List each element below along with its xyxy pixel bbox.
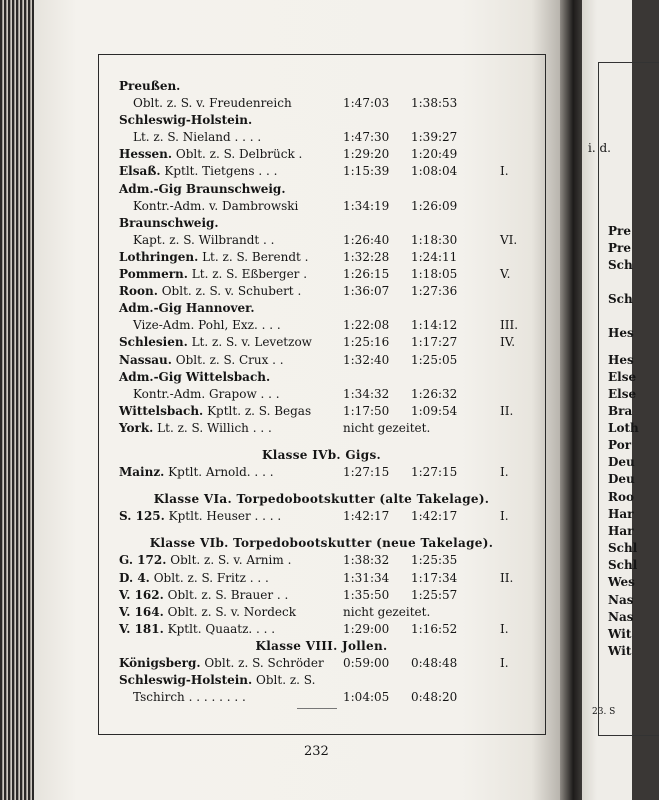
- corrected-time: 1:39:27: [411, 130, 458, 145]
- result-row: [119, 129, 524, 146]
- helmsman: Kptlt. Tietgens . . .: [164, 164, 278, 179]
- result-row: [119, 655, 524, 672]
- helmsman: Lt. z. S. Nieland . . . .: [133, 130, 262, 145]
- boat-entry: [119, 198, 298, 215]
- class-header: [119, 535, 524, 552]
- prize-rank: I.: [500, 509, 509, 524]
- elapsed-time: 1:34:19: [343, 198, 390, 213]
- result-row: [119, 369, 524, 386]
- right-page-fragment: Deu: [608, 455, 635, 469]
- corrected-time: 1:27:36: [411, 284, 458, 299]
- boat-entry: [119, 215, 219, 232]
- elapsed-time: 1:04:05: [343, 690, 390, 705]
- right-page-fragment: Schl: [608, 558, 638, 572]
- boat-entry: [119, 300, 255, 317]
- right-page-fragment: Sch: [608, 258, 633, 272]
- right-page-fragment: Wit: [608, 644, 632, 658]
- elapsed-time: 1:34:32: [343, 386, 390, 401]
- boat-name: Adm.-Gig Braunschweig.: [119, 181, 286, 196]
- right-page-fragment: Pre: [608, 224, 631, 238]
- corrected-time: 1:20:49: [411, 147, 458, 162]
- elapsed-time: 1:31:34: [343, 570, 390, 585]
- elapsed-time: 1:35:50: [343, 587, 390, 602]
- helmsman: Kptlt. Quaatz. . . .: [167, 621, 276, 636]
- result-row: [119, 249, 524, 266]
- right-page-fragment: Wes: [608, 575, 635, 589]
- result-row: [119, 334, 524, 351]
- boat-name: Schleswig-Holstein.: [119, 673, 253, 688]
- boat-entry: [119, 420, 272, 437]
- elapsed-time: 1:26:15: [343, 267, 390, 282]
- boat-entry: [119, 78, 180, 95]
- corrected-time: 1:08:04: [411, 164, 458, 179]
- right-page-fragment: Pre: [608, 241, 631, 255]
- right-page-fragment: Roo: [608, 490, 634, 504]
- helmsman: Oblt. z. S. Schröder: [204, 656, 324, 670]
- elapsed-time: 1:32:40: [343, 352, 390, 367]
- boat-entry: [119, 129, 261, 146]
- boat-name: Preußen.: [119, 79, 181, 93]
- elapsed-time: 1:17:50: [343, 403, 390, 418]
- result-row: [119, 232, 524, 249]
- corrected-time: 1:17:34: [411, 570, 458, 585]
- boat-entry: [119, 386, 280, 403]
- helmsman: Lt. z. S. Berendt .: [202, 249, 309, 264]
- class-header: [119, 638, 524, 655]
- prize-rank: V.: [500, 267, 511, 282]
- boat-name: Elsaß.: [119, 164, 161, 179]
- elapsed-time: 1:27:15: [343, 465, 390, 480]
- boat-entry: [119, 334, 312, 351]
- boat-name: Wittelsbach.: [119, 403, 204, 418]
- boat-name: Schleswig-Holstein.: [119, 113, 253, 128]
- elapsed-time: 1:29:00: [343, 621, 390, 636]
- corrected-time: 1:27:15: [411, 465, 458, 480]
- boat-entry: [119, 163, 277, 180]
- boat-entry: [119, 672, 315, 689]
- boat-entry: [119, 232, 275, 249]
- corrected-time: 1:17:27: [411, 335, 458, 350]
- helmsman: Oblt. z. S. Crux . .: [175, 352, 284, 367]
- elapsed-time: 1:47:03: [343, 96, 390, 111]
- corrected-time: 1:14:12: [411, 318, 458, 333]
- boat-name: Pommern.: [119, 267, 188, 282]
- result-row: [119, 352, 524, 369]
- right-page-fragment: Deu: [608, 472, 635, 486]
- boat-name: Königsberg.: [119, 656, 201, 670]
- helmsman: Kapt. z. S. Wilbrandt . .: [133, 232, 275, 247]
- prize-rank: III.: [500, 318, 519, 333]
- helmsman: Tschirch . . . . . . . .: [133, 690, 246, 705]
- helmsman: Oblt. z. S. Brauer . .: [167, 587, 289, 602]
- elapsed-time: 0:59:00: [343, 656, 390, 670]
- class-header: [119, 491, 524, 508]
- prize-rank: I.: [500, 465, 509, 480]
- right-page-fragment: Har: [608, 507, 634, 521]
- corrected-time: 1:26:32: [411, 386, 458, 401]
- elapsed-time: 1:47:30: [343, 130, 390, 145]
- helmsman: Kontr.-Adm. v. Dambrowski: [133, 198, 299, 213]
- elapsed-time: nicht gezeitet.: [343, 420, 431, 435]
- prize-rank: II.: [500, 570, 514, 585]
- right-page-fragment: i. d.: [588, 141, 611, 155]
- boat-name: Nassau.: [119, 352, 172, 367]
- section-gap: [119, 525, 524, 535]
- class-header: [119, 447, 524, 464]
- elapsed-time: 1:15:39: [343, 164, 390, 179]
- result-row: [119, 317, 524, 334]
- corrected-time: 1:25:57: [411, 587, 458, 602]
- result-row: [119, 300, 524, 317]
- boat-entry: [119, 604, 296, 621]
- elapsed-time: 1:42:17: [343, 509, 390, 524]
- helmsman: Oblt. z. S. v. Arnim .: [170, 553, 292, 568]
- boat-name: Mainz.: [119, 465, 165, 480]
- result-row: [119, 283, 524, 300]
- elapsed-time: 1:36:07: [343, 284, 390, 299]
- right-page-fragment: Hes: [608, 326, 634, 340]
- result-row: [119, 266, 524, 283]
- prize-rank: I.: [500, 164, 509, 179]
- boat-name: V. 162.: [119, 587, 164, 602]
- boat-entry: [119, 621, 275, 638]
- right-page-fragment: Nas: [608, 593, 634, 607]
- helmsman: Kptlt. z. S. Begas: [207, 403, 312, 418]
- corrected-time: 1:25:05: [411, 352, 458, 367]
- result-row: [119, 181, 524, 198]
- prize-rank: I.: [500, 656, 509, 670]
- helmsman: Lt. z. S. Willich . . .: [157, 420, 272, 435]
- boat-entry: [119, 352, 284, 369]
- boat-name: V. 164.: [119, 604, 164, 619]
- result-row: [119, 621, 524, 638]
- elapsed-time: 1:22:08: [343, 318, 390, 333]
- boat-name: Roon.: [119, 284, 158, 299]
- boat-name: Adm.-Gig Wittelsbach.: [119, 369, 271, 384]
- helmsman: Oblt. z. S. v. Freudenreich: [133, 96, 292, 111]
- right-page: [582, 0, 639, 800]
- boat-entry: [119, 689, 246, 706]
- book-gutter: [560, 0, 582, 800]
- prize-rank: VI.: [500, 232, 518, 247]
- right-page-fragment: Schl: [608, 541, 638, 555]
- boat-entry: [119, 508, 281, 525]
- result-row: [119, 570, 524, 587]
- result-row: [119, 672, 524, 689]
- boat-entry: [119, 655, 324, 672]
- boat-name: Hessen.: [119, 147, 173, 162]
- boat-entry: [119, 112, 252, 129]
- result-row: [119, 403, 524, 420]
- result-row: [119, 146, 524, 163]
- section-gap: [119, 437, 524, 447]
- right-page-fragment: Har: [608, 524, 634, 538]
- corrected-time: 1:38:53: [411, 96, 458, 111]
- right-page-fragment: Else: [608, 387, 637, 401]
- helmsman: Oblt. z. S. Delbrück .: [175, 147, 303, 162]
- boat-entry: [119, 181, 286, 198]
- right-page-fragment: Else: [608, 370, 637, 384]
- helmsman: Kontr.-Adm. Grapow . . .: [133, 386, 280, 401]
- result-row: [119, 689, 524, 706]
- corrected-time: 1:16:52: [411, 621, 458, 636]
- right-page-fragment: Hes: [608, 353, 634, 367]
- end-rule: [297, 708, 337, 709]
- boat-entry: [119, 266, 307, 283]
- right-page-fragment: Por: [608, 438, 632, 452]
- boat-entry: [119, 95, 292, 112]
- boat-name: Adm.-Gig Hannover.: [119, 301, 255, 316]
- result-row: [119, 95, 524, 112]
- helmsman: Kptlt. Heuser . . . .: [168, 509, 282, 524]
- boat-name: Schlesien.: [119, 335, 188, 350]
- corrected-time: 1:09:54: [411, 403, 458, 418]
- elapsed-time: 1:26:40: [343, 232, 390, 247]
- prize-rank: II.: [500, 403, 514, 418]
- boat-entry: [119, 403, 311, 420]
- right-page-fragment: Nas: [608, 610, 634, 624]
- class-heading: Klasse IVb. Gigs.: [262, 447, 381, 462]
- book-page-edges: [0, 0, 34, 800]
- result-row: [119, 198, 524, 215]
- class-heading: Klasse VIb. Torpedobootskutter (neue Takelage).: [149, 536, 494, 551]
- result-row: [119, 464, 524, 481]
- helmsman: Vize-Adm. Pohl, Exz. . . .: [133, 318, 281, 333]
- right-page-fragment: Wit: [608, 627, 632, 641]
- result-row: [119, 163, 524, 180]
- result-row: [119, 604, 524, 621]
- result-row: [119, 112, 524, 129]
- elapsed-time: 1:32:28: [343, 249, 390, 264]
- result-row: [119, 420, 524, 437]
- class-heading: Klasse VIa. Torpedobootskutter (alte Takelage).: [153, 492, 490, 507]
- helmsman: Lt. z. S. Eßberger .: [191, 267, 308, 282]
- corrected-time: 1:26:09: [411, 198, 458, 213]
- boat-name: York.: [119, 420, 154, 435]
- helmsman: Lt. z. S. v. Levetzow: [191, 335, 312, 350]
- result-row: [119, 587, 524, 604]
- results-list: [119, 78, 524, 706]
- boat-name: S. 125.: [119, 509, 165, 524]
- result-row: [119, 552, 524, 569]
- result-row: [119, 215, 524, 232]
- helmsman: Oblt. z. S. Fritz . . .: [153, 570, 269, 585]
- right-page-fragment: 23. S: [592, 707, 616, 717]
- corrected-time: 1:24:11: [411, 249, 458, 264]
- boat-entry: [119, 587, 288, 604]
- boat-entry: [119, 146, 302, 163]
- prize-rank: I.: [500, 621, 509, 636]
- boat-entry: [119, 317, 281, 334]
- right-page-fragment: Loth: [608, 421, 639, 435]
- boat-entry: [119, 369, 270, 386]
- helmsman: Oblt. z. S. v. Nordeck: [167, 604, 297, 619]
- elapsed-time: 1:29:20: [343, 147, 390, 162]
- corrected-time: 0:48:48: [411, 656, 458, 670]
- boat-name: G. 172.: [119, 553, 167, 568]
- page-number: 232: [304, 744, 329, 759]
- corrected-time: 1:18:30: [411, 232, 458, 247]
- right-page-fragment: Sch: [608, 292, 633, 306]
- prize-rank: IV.: [500, 335, 516, 350]
- boat-entry: [119, 552, 291, 569]
- boat-entry: [119, 249, 309, 266]
- class-heading: Klasse VIII. Jollen.: [255, 638, 388, 653]
- elapsed-time: 1:38:32: [343, 553, 390, 568]
- boat-entry: [119, 464, 274, 481]
- elapsed-time: nicht gezeitet.: [343, 604, 431, 619]
- section-gap: [119, 481, 524, 491]
- corrected-time: 1:42:17: [411, 509, 458, 524]
- result-row: [119, 508, 524, 525]
- helmsman: Kptlt. Arnold. . . .: [168, 465, 274, 480]
- helmsman: Oblt. z. S.: [256, 673, 316, 688]
- helmsman: Oblt. z. S. v. Schubert .: [161, 284, 302, 299]
- result-row: [119, 386, 524, 403]
- boat-name: Lothringen.: [119, 249, 199, 264]
- boat-entry: [119, 570, 269, 587]
- boat-name: D. 4.: [119, 570, 150, 585]
- corrected-time: 1:18:05: [411, 267, 458, 282]
- result-row: [119, 78, 524, 95]
- boat-entry: [119, 283, 301, 300]
- right-page-fragment: Bra: [608, 404, 633, 418]
- boat-name: Braunschweig.: [119, 215, 219, 230]
- corrected-time: 1:25:35: [411, 553, 458, 568]
- boat-name: V. 181.: [119, 621, 164, 636]
- corrected-time: 0:48:20: [411, 690, 458, 705]
- elapsed-time: 1:25:16: [343, 335, 390, 350]
